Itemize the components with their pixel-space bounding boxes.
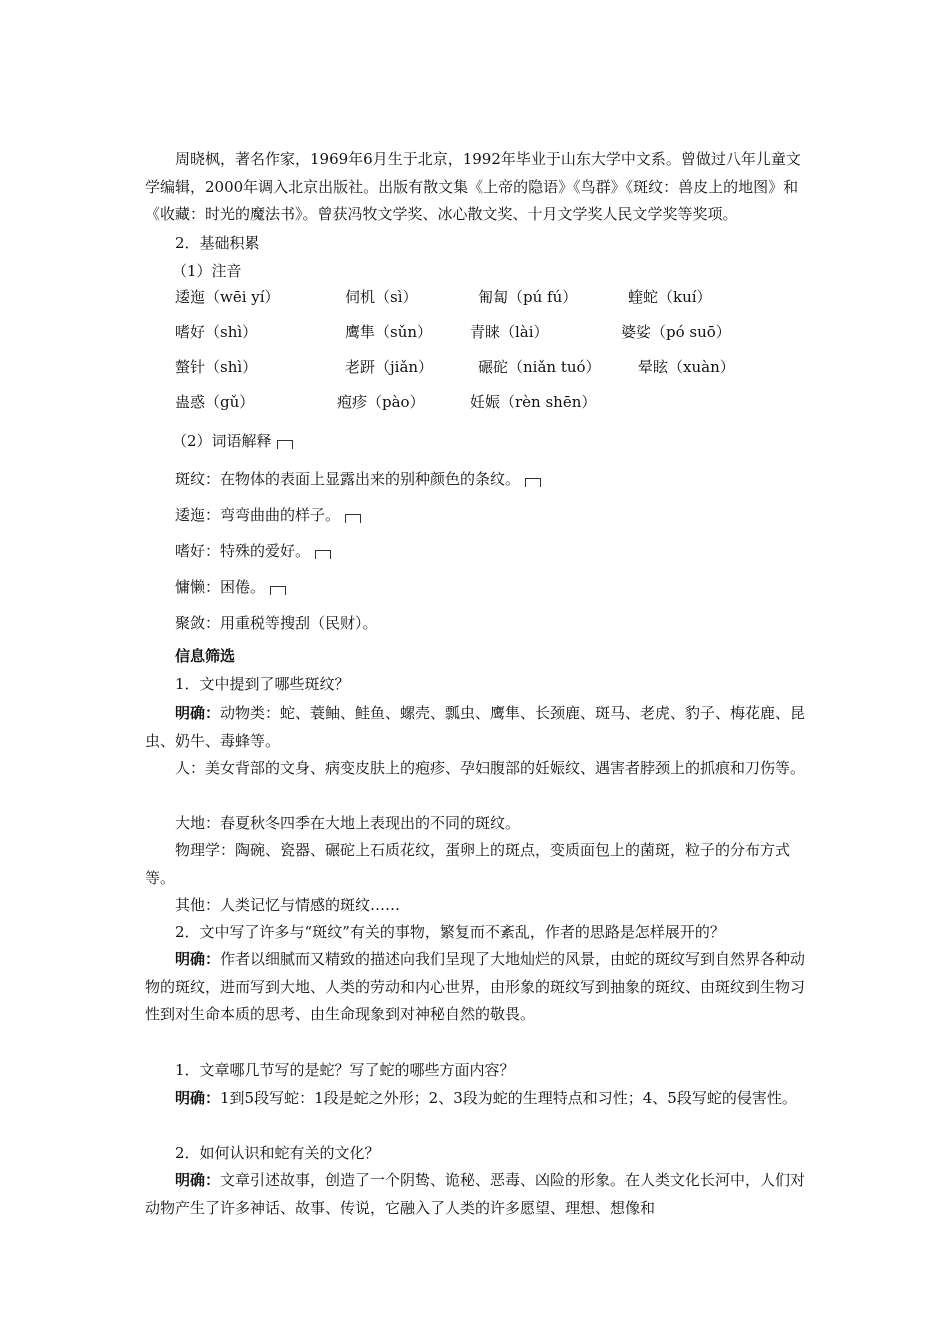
info-section-title: 信息筛选 [175, 647, 236, 665]
answer-human: 人：美女背部的文身、病变皮肤上的疱疹、孕妇腹部的妊娠纹、遇害者脖颈上的抓痕和刀伤等。 [175, 759, 806, 777]
pinyin-subtitle: （1）注音 [172, 262, 242, 280]
pinyin-item: 逶迤（wēi yí） [175, 288, 280, 306]
pinyin-table [175, 286, 795, 426]
question-2: 2．文中写了许多与“斑纹”有关的事物，繁复而不紊乱，作者的思路是怎样展开的？ [175, 923, 725, 941]
pinyin-row [175, 356, 795, 391]
edit-mark-icon [525, 478, 541, 487]
edit-mark-icon [277, 440, 293, 449]
pinyin-item: 晕眩（xuàn） [638, 358, 735, 376]
pinyin-item: 老趼（jiǎn） [345, 358, 434, 376]
pinyin-item: 嗜好（shì） [175, 323, 258, 341]
answer-animals [145, 700, 808, 755]
definition-item [175, 504, 361, 525]
answer-other: 其他：人类记忆与情感的斑纹…… [175, 896, 401, 914]
pinyin-item: 青睐（lài） [470, 323, 549, 341]
definition-item [175, 576, 286, 597]
pinyin-item: 匍匐（pú fú） [478, 288, 578, 306]
question-4: 2．如何认识和蛇有关的文化？ [175, 1144, 380, 1162]
definition-text: 逶迤：弯弯曲曲的样子。 [175, 506, 341, 524]
pinyin-row [175, 286, 795, 321]
pinyin-row [175, 391, 795, 426]
pinyin-item: 碾砣（niǎn tuó） [478, 358, 601, 376]
answer-text: 1到5段写蛇：1段是蛇之外形；2、3段为蛇的生理特点和习性；4、5段写蛇的侵害性。 [220, 1089, 797, 1107]
answer-physics: 物理学：陶碗、瓷器、碾砣上石质花纹，蛋卵上的斑点，变质面包上的菌斑，粒子的分布方式等。 [145, 841, 791, 887]
answer-text: 文章引述故事，创造了一个阴鸷、诡秘、恶毒、凶险的形象。在人类文化长河中，人们对动物产生了许多神话、故事、传说，它融入了人类的许多愿望、理想、想像和 [145, 1171, 806, 1217]
answer-3 [145, 1085, 808, 1113]
answer-label: 明确： [175, 704, 221, 722]
pinyin-item: 伺机（sì） [345, 288, 418, 306]
definition-text: 聚敛：用重税等搜刮（民财）。 [175, 614, 378, 632]
answer-label: 明确： [175, 1171, 221, 1189]
edit-mark-icon [270, 586, 286, 595]
definition-item [175, 612, 378, 633]
author-intro: 周晓枫，著名作家，1969年6月生于北京，1992年毕业于山东大学中文系。曾做过八年儿童文学编辑，2000年调入北京出版社。出版有散文集《上帝的隐语》《鸟群》《斑纹：兽皮上的地图》和《收藏：时光的魔法书》。曾获冯牧文学奖、冰心散文奖、十月文学奖人民文学奖等奖项。 [145, 150, 801, 223]
pinyin-item: 婆娑（pó suō） [621, 323, 731, 341]
section-basic-title: 2．基础积累 [175, 234, 260, 252]
pinyin-item: 蛊惑（gǔ） [175, 393, 255, 411]
definition-item [175, 540, 331, 561]
answer-label: 明确： [175, 950, 221, 968]
answer-text: 作者以细腻而又精致的描述向我们呈现了大地灿烂的风景，由蛇的斑纹写到自然界各种动物的斑纹，进而写到大地、人类的劳动和内心世界，由形象的斑纹写到抽象的斑纹、由斑纹到生物习性到对生命本质的思考、由生命现象到对神秘自然的敬畏。 [145, 950, 806, 1023]
pinyin-item: 妊娠（rèn shēn） [470, 393, 597, 411]
pinyin-item: 螫针（shì） [175, 358, 258, 376]
answer-text: 动物类：蛇、蓑鲉、鲑鱼、螺壳、瓢虫、鹰隼、长颈鹿、斑马、老虎、豹子、梅花鹿、昆虫、奶牛、毒蜂等。 [145, 704, 806, 750]
definition-item [175, 468, 541, 489]
answer-earth: 大地：春夏秋冬四季在大地上表现出的不同的斑纹。 [175, 814, 521, 832]
answer-label: 明确： [175, 1089, 221, 1107]
pinyin-row [175, 321, 795, 356]
answer-4 [145, 1167, 808, 1222]
question-3: 1．文章哪几节写的是蛇？写了蛇的哪些方面内容？ [175, 1061, 515, 1079]
pinyin-item: 鹰隼（sǔn） [345, 323, 433, 341]
definition-text: 斑纹：在物体的表面上显露出来的别种颜色的条纹。 [175, 470, 521, 488]
definition-text: 嗜好：特殊的爱好。 [175, 542, 311, 560]
question-1: 1．文中提到了哪些斑纹？ [175, 675, 350, 693]
definitions-subtitle [172, 430, 293, 451]
definitions-subtitle-text: （2）词语解释 [172, 432, 272, 450]
pinyin-item: 蝰蛇（kuí） [628, 288, 712, 306]
answer-2 [145, 946, 808, 1029]
edit-mark-icon [315, 550, 331, 559]
pinyin-item: 疱疹（pào） [337, 393, 425, 411]
edit-mark-icon [345, 514, 361, 523]
definition-text: 慵懒：困倦。 [175, 578, 266, 596]
